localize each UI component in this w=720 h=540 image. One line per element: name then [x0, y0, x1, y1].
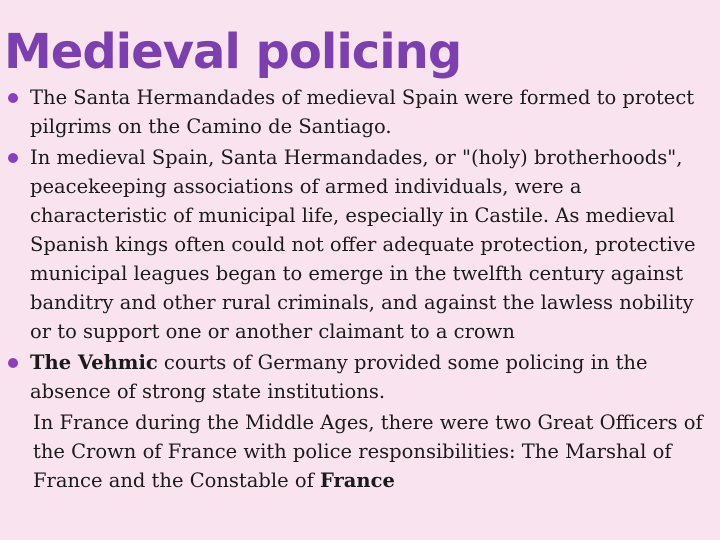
- bullet-text: courts of Germany provided some policing in the absence of strong state institutions.: [30, 351, 648, 403]
- slide-body: [30, 83, 714, 495]
- bullet-icon: [8, 358, 18, 368]
- paragraph-text: In France during the Middle Ages, there were two Great Officers of the Crown of France with police responsibilities: The Marshal of France and the Constable of: [33, 411, 703, 492]
- bullet-item-pilgrims: [30, 83, 714, 141]
- bullet-item-hermandades: [30, 143, 714, 346]
- slide-title: Medieval policing: [4, 24, 462, 80]
- bullet-text: In medieval Spain, Santa Hermandades, or "(holy) brotherhoods", peacekeeping associations of armed individuals, were a characteristic of municipal life, especially in Castile. As medieval Spanish kings often could not offer adequate protection, protective municipal leagues began to emerge in the twelfth century against banditry and other rural criminals, and against the lawless nobility or to support one or another claimant to a crown: [30, 146, 696, 343]
- bullet-text: The Santa Hermandades of medieval Spain were formed to protect pilgrims on the Camino de Santiago.: [30, 86, 695, 138]
- bullet-icon: [8, 93, 18, 103]
- bullet-item-vehmic: [30, 348, 714, 406]
- bullet-bold-lead: The Vehmic: [30, 351, 158, 374]
- paragraph-bold-tail: France: [320, 469, 395, 492]
- bullet-icon: [8, 153, 18, 163]
- paragraph-france: [30, 408, 714, 495]
